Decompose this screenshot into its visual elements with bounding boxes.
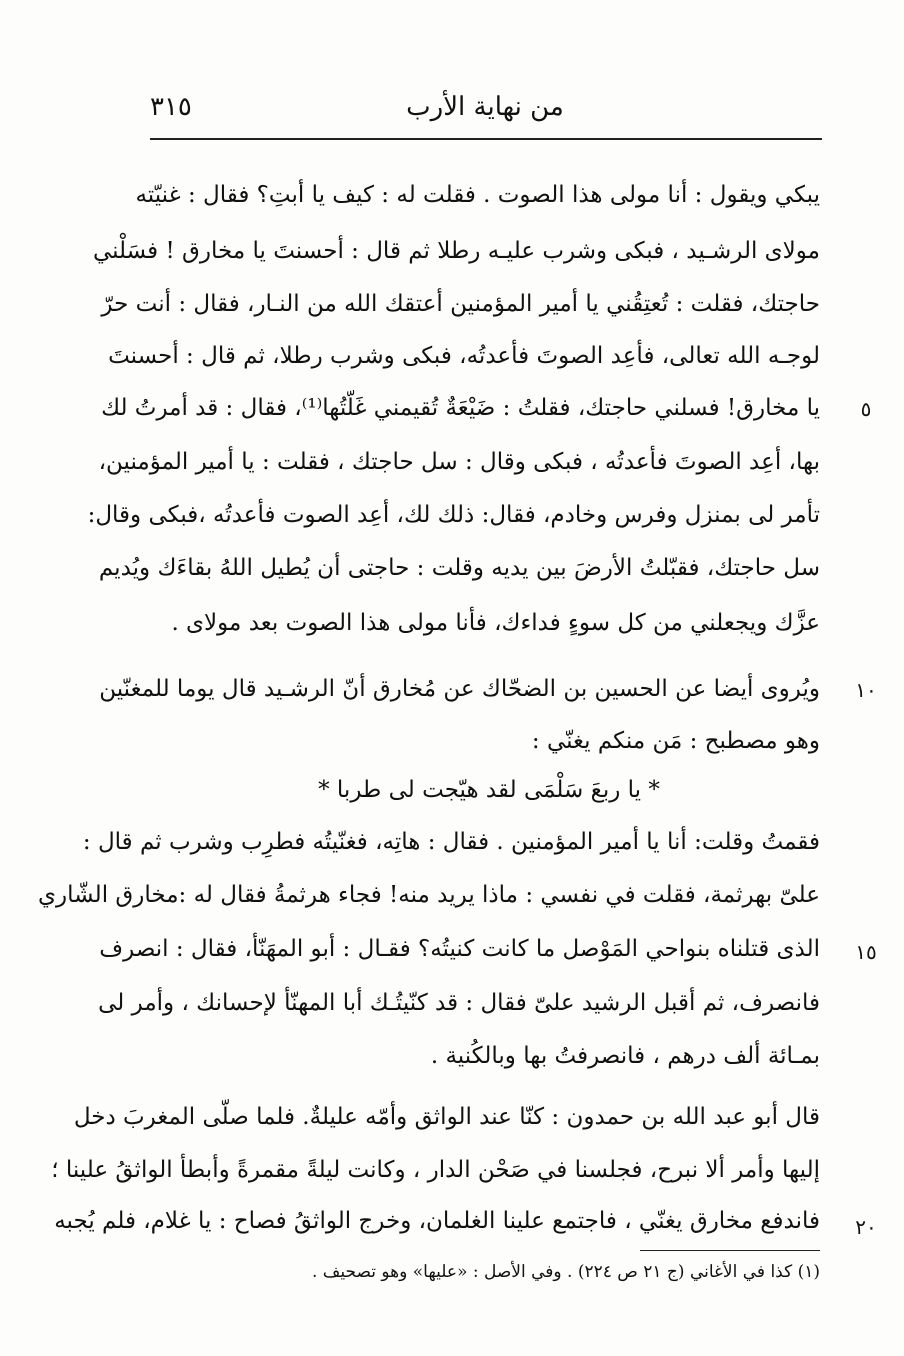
page-header [150,92,820,132]
line-number-20: ٢٠ [855,1215,877,1239]
text-line: إليها وأمر ألا نبرح، فجلسنا في صَحْن الدار ، وكانت ليلةً مقمرةً وأبطأ الواثقُ علينا ؛ [51,1157,820,1183]
text-line: يا مخارق! فسلني حاجتك، فقلتُ : ضَيْعَةٌ تُقيمني غَلّتُها⁽¹⁾، فقال : قد أمرتُ لك [101,395,820,421]
text-line: ويُروى أيضا عن الحسين بن الضحّاك عن مُخارق أنّ الرشـيد قال يوما للمغنّين [99,676,820,702]
line-number-5: ٥ [860,397,872,421]
footnote: (١) كذا في الأغاني (ج ٢١ ص ٢٢٤) . وفي الأصل : «عليها» وهو تصحيف . [312,1262,820,1282]
line-number-15: ١٥ [855,940,877,964]
header-rule [150,138,822,140]
text-line: فانصرف، ثم أقبل الرشيد علىّ فقال : قد كنّيتُـك أبا المهنّأ لإحسانك ، وأمر لى [98,990,820,1016]
page-number: ٣١٥ [150,92,192,122]
text-line: مولاى الرشـيد ، فبكى وشرب عليـه رطلا ثم قال : أحسنتَ يا مخارق ! فسَلْني [92,238,820,264]
text-line: وهو مصطبح : مَن منكم يغنّي : [531,728,820,754]
text-line: فقمتُ وقلت: أنا يا أمير المؤمنين . فقال : هاتِه، فغنّيتُه فطرِب وشرب ثم قال : [82,829,820,855]
running-title: من نهاية الأرب [406,92,564,122]
text-line: عزَّك ويجعلني من كل سوءٍ فداءك، فأنا مولى هذا الصوت بعد مولاى . [171,610,820,636]
text-line: يبكي ويقول : أنا مولى هذا الصوت . فقلت له : كيف يا أبتِ؟ فقال : غنيّته [135,182,820,208]
text-line: بمـائة ألف درهم ، فانصرفتُ بها وبالكُنية . [430,1043,820,1069]
text-line: قال أبو عبد الله بن حمدون : كنّا عند الواثق وأمّه عليلةٌ. فلما صلّى المغربَ دخل [73,1104,820,1130]
text-line: حاجتك، فقلت : تُعتِقُني يا أمير المؤمنين أعتقك الله من النـار، فقال : أنت حرّ [101,291,820,317]
text-line: علىّ بهرثمة، فقلت في نفسي : ماذا يريد منه! فجاء هرثمةُ فقال له :مخارق الشّاري [38,882,820,908]
text-line: فاندفع مخارق يغنّي ، فاجتمع علينا الغلمان، وخرج الواثقُ فصاح : يا غلام، فلم يُجبه [54,1208,820,1234]
verse-line: * يا ربعَ سَلْمَى لقد هيّجت لى طربا * [318,777,660,803]
text-line: تأمر لى بمنزل وفرس وخادم، فقال: ذلك لك، أعِد الصوت فأعدتُه ،فبكى وقال: [87,502,820,528]
text-line: سل حاجتك، فقبّلتُ الأرضَ بين يديه وقلت : حاجتى أن يُطيل اللهُ بقاءَك ويُديم [98,555,820,581]
text-line: لوجـه الله تعالى، فأعِد الصوتَ فأعدتُه، فبكى وشرب رطلا، ثم قال : أحسنتَ [108,343,820,369]
text-line: بها، أعِد الصوتَ فأعدتُه ، فبكى وقال : سل حاجتك ، فقلت : يا أمير المؤمنين، [98,449,820,475]
footnote-rule [640,1250,820,1251]
text-line: الذى قتلناه بنواحي المَوْصل ما كانت كنيتُه؟ فقـال : أبو المهَنّأ، فقال : انصرف [99,936,820,962]
line-number-10: ١٠ [855,678,877,702]
